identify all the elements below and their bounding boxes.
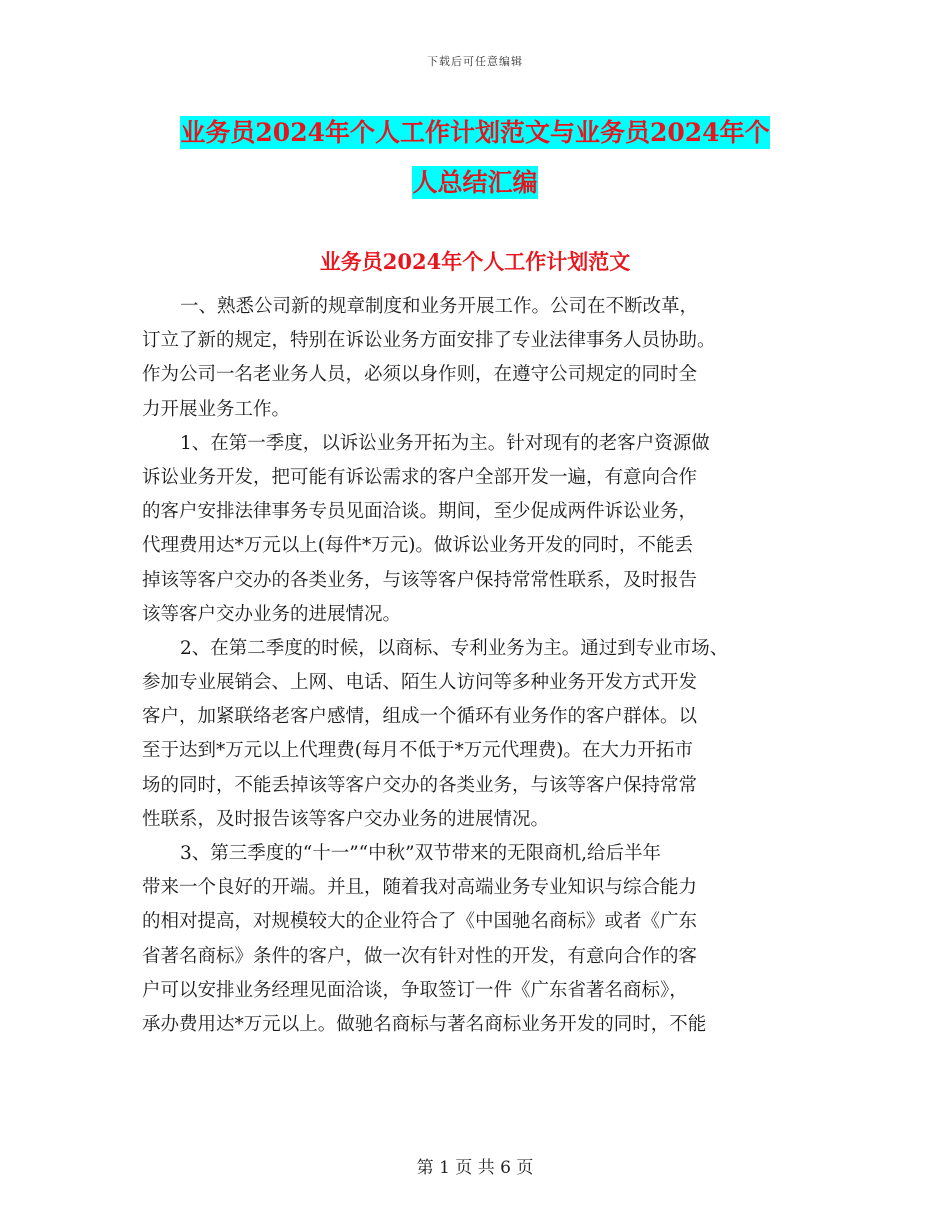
body-text [142, 290, 822, 1042]
body-line: 承办费用达*万元以上。做驰名商标与著名商标业务开发的同时，不能 [142, 1013, 707, 1035]
page-header: 下载后可任意编辑 [427, 55, 523, 68]
body-line: 参加专业展销会、上网、电话、陌生人访问等多种业务开发方式开发 [142, 672, 698, 694]
body-line: 1、在第一季度，以诉讼业务开拓为主。针对现有的老客户资源做 [180, 432, 710, 454]
body-line: 2、在第二季度的时候，以商标、专利业务为主。通过到专业市场、 [180, 637, 729, 659]
body-line: 订立了新的规定，特别在诉讼业务方面安排了专业法律事务人员协助。 [142, 330, 716, 352]
body-line: 代理费用达*万元以上(每件*万元)。做诉讼业务开发的同时，不能丢 [142, 535, 693, 557]
document-title-line-2 [0, 158, 950, 208]
body-line: 作为公司一名老业务人员，必须以身作则，在遵守公司规定的同时全 [142, 364, 698, 386]
body-line: 带来一个良好的开端。并且，随着我对高端业务专业知识与综合能力 [142, 877, 698, 899]
title-highlight-1: 业务员2024年个人工作计划范文与业务员2024年个 [180, 118, 770, 147]
title-highlight-2: 人总结汇编 [412, 168, 538, 197]
body-line: 省著名商标》条件的客户，做一次有针对性的开发，有意向合作的客 [142, 945, 698, 967]
document-title [0, 108, 950, 208]
body-line: 户可以安排业务经理见面洽谈，争取签订一件《广东省著名商标》， [142, 979, 688, 1001]
body-line: 场的同时，不能丢掉该等客户交办的各类业务，与该等客户保持常常 [142, 774, 698, 796]
body-line: 力开展业务工作。 [142, 398, 291, 420]
body-line: 至于达到*万元以上代理费(每月不低于*万元代理费)。在大力开拓市 [142, 740, 693, 762]
body-line: 的相对提高，对规模较大的企业符合了《中国驰名商标》或者《广东 [142, 911, 698, 933]
body-line: 一、熟悉公司新的规章制度和业务开展工作。公司在不断改革， [180, 296, 699, 317]
body-line: 客户，加紧联络老客户感情，组成一个循环有业务作的客户群体。以 [142, 706, 698, 728]
body-line: 该等客户交办业务的进展情况。 [142, 603, 402, 625]
body-line: 的客户安排法律事务专员见面洽谈。期间，至少促成两件诉讼业务， [142, 501, 698, 523]
body-line: 掉该等客户交办的各类业务，与该等客户保持常常性联系，及时报告 [142, 569, 698, 591]
document-title-line-1 [0, 108, 950, 158]
section-title: 业务员2024年个人工作计划范文 [319, 249, 631, 274]
page-number: 第 1 页 共 6 页 [416, 1158, 534, 1178]
body-line: 3、第三季度的“十一”“中秋”双节带来的无限商机,给后半年 [180, 843, 661, 864]
body-line: 性联系，及时报告该等客户交办业务的进展情况。 [142, 808, 550, 830]
body-line: 诉讼业务开发，把可能有诉讼需求的客户全部开发一遍，有意向合作 [142, 466, 698, 488]
